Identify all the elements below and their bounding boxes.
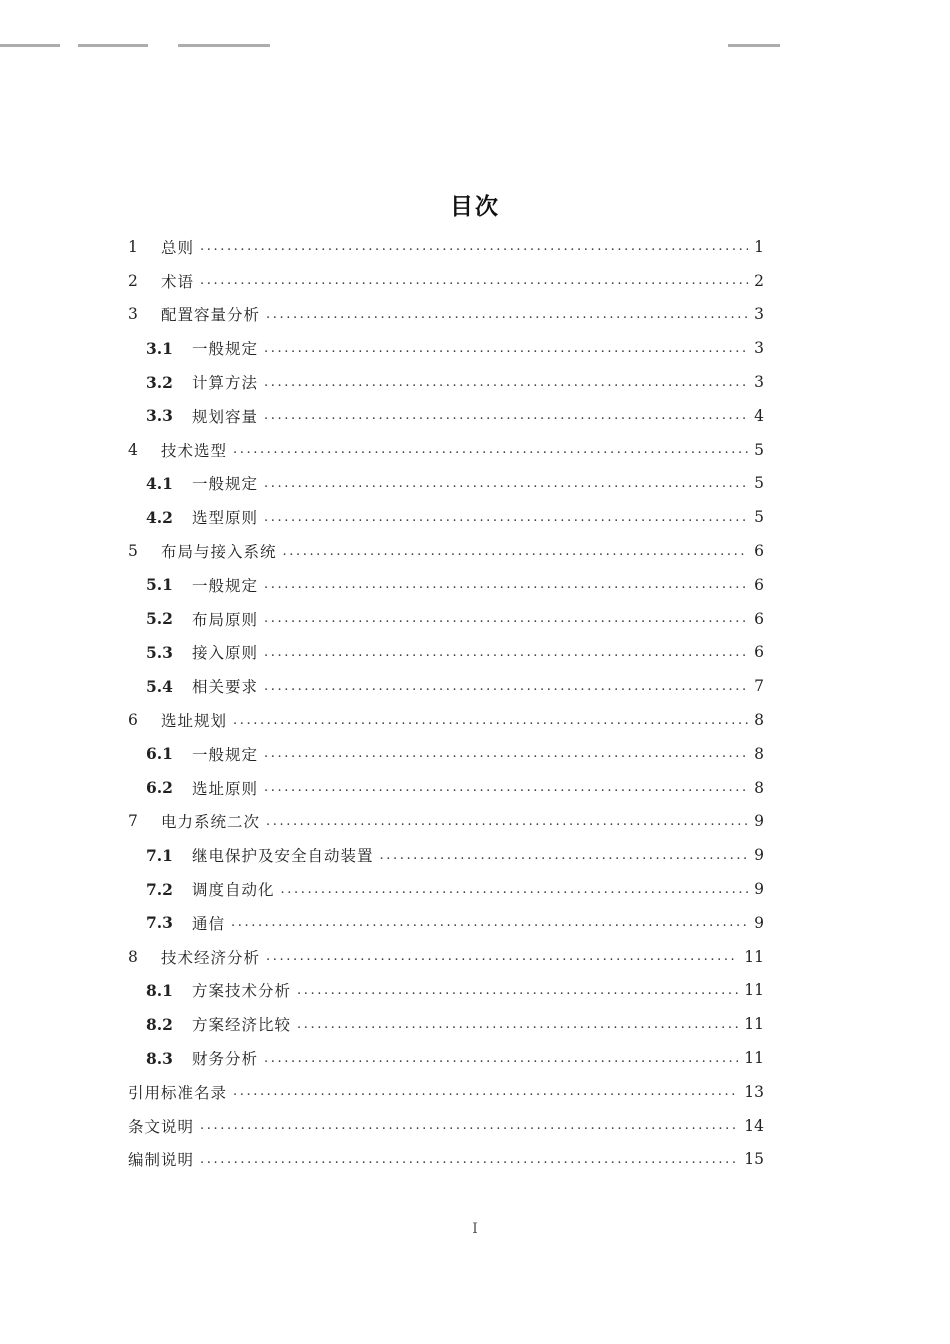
toc-entry-title: 技术选型: [161, 441, 228, 460]
toc-entry-number: 5.4: [146, 676, 173, 696]
toc-leader-dots: [264, 646, 748, 659]
toc-leader-dots: [264, 376, 748, 389]
toc-leader-dots: [264, 680, 748, 693]
toc-leader-dots: [200, 1153, 738, 1166]
toc-entry[interactable]: [128, 264, 764, 298]
toc-entry[interactable]: [128, 805, 764, 839]
toc-entry-title: 配置容量分析: [161, 306, 261, 325]
toc-entry-title: 选型原则: [192, 509, 259, 528]
toc-entry-page: 14: [744, 1116, 764, 1135]
toc-entry-number: 7.3: [146, 913, 173, 933]
toc-entry[interactable]: [128, 1007, 764, 1041]
header-mark-1: [0, 44, 60, 47]
toc-leader-dots: [264, 1052, 738, 1065]
toc-entry[interactable]: [128, 669, 764, 703]
toc-entry[interactable]: [128, 365, 764, 399]
toc-entry-page: 8: [754, 778, 764, 797]
toc-leader-dots: [266, 815, 748, 828]
toc-entry-title: 技术经济分析: [161, 948, 261, 967]
toc-entry-title: 总则: [161, 238, 195, 257]
toc-leader-dots: [266, 308, 748, 321]
page-number: I: [472, 1221, 478, 1237]
toc-entry-page: 6: [754, 575, 764, 594]
toc-entry-number: 7: [128, 812, 138, 831]
toc-leader-dots: [283, 545, 748, 558]
toc-entry[interactable]: [128, 568, 764, 602]
toc-entry-page: 9: [754, 913, 764, 932]
toc-entry[interactable]: [128, 433, 764, 467]
toc-entry-number: 3.2: [146, 372, 173, 392]
toc-entry-title: 选址原则: [192, 779, 259, 798]
toc-entry-title: 编制说明: [128, 1151, 195, 1170]
toc-entry-page: 11: [744, 1015, 764, 1034]
toc-entry-number: 2: [128, 271, 138, 290]
toc-entry-page: 8: [754, 744, 764, 763]
toc-entry-number: 4.1: [146, 473, 173, 493]
toc-entry[interactable]: [128, 602, 764, 636]
toc-entry-number: 1: [128, 237, 138, 256]
toc-entry-number: 5.3: [146, 642, 173, 662]
toc-entry-page: 11: [744, 947, 764, 966]
toc-entry-page: 3: [754, 339, 764, 358]
toc-entry[interactable]: [128, 399, 764, 433]
toc-entry-title: 继电保护及安全自动装置: [192, 847, 374, 866]
toc-entry-number: 6.2: [146, 778, 173, 798]
toc-entry-number: 3.1: [146, 338, 173, 358]
header-mark-2: [78, 44, 148, 47]
toc-entry-title: 计算方法: [192, 374, 259, 393]
toc-entry-page: 9: [754, 812, 764, 831]
toc-entry-title: 一般规定: [192, 475, 259, 494]
toc-entry-title: 一般规定: [192, 340, 259, 359]
toc-entry-title: 接入原则: [192, 644, 259, 663]
toc-leader-dots: [281, 883, 748, 896]
toc-entry-number: 4: [128, 440, 138, 459]
page-title: 目次: [450, 194, 500, 220]
toc-entry-number: 6: [128, 711, 138, 730]
toc-leader-dots: [231, 916, 748, 929]
toc-entry[interactable]: [128, 1041, 764, 1075]
toc-entry-title: 一般规定: [192, 576, 259, 595]
toc-entry-title: 术语: [161, 272, 195, 291]
toc-entry-title: 规划容量: [192, 407, 259, 426]
toc-entry-number: 8.1: [146, 980, 173, 1000]
toc-entry-page: 3: [754, 373, 764, 392]
toc-entry-page: 8: [754, 711, 764, 730]
header-mark-3: [178, 44, 270, 47]
toc-entry-page: 5: [754, 508, 764, 527]
toc-entry-number: 8.3: [146, 1048, 173, 1068]
toc-entry[interactable]: [128, 298, 764, 332]
toc-entry-title: 方案技术分析: [192, 982, 292, 1001]
toc-entry-title: 选址规划: [161, 712, 228, 731]
toc-entry-page: 5: [754, 440, 764, 459]
toc-entry-page: 11: [744, 981, 764, 1000]
toc-entry-number: 7.1: [146, 845, 173, 865]
toc-leader-dots: [380, 849, 748, 862]
toc-entry-title: 方案经济比较: [192, 1016, 292, 1035]
toc-entry-number: 5.1: [146, 575, 173, 595]
toc-entry-page: 5: [754, 474, 764, 493]
toc-entry-number: 5: [128, 542, 138, 561]
toc-entry-title: 调度自动化: [192, 881, 275, 900]
toc-entry-page: 2: [754, 271, 764, 290]
toc-entry-page: 9: [754, 846, 764, 865]
toc-entry-number: 3: [128, 305, 138, 324]
toc-entry-title: 布局原则: [192, 610, 259, 629]
toc-entry-number: 8.2: [146, 1014, 173, 1034]
toc-entry-number: 5.2: [146, 609, 173, 629]
toc-entry-title: 电力系统二次: [161, 813, 261, 832]
toc-entry[interactable]: [128, 230, 764, 264]
toc-entry-title: 布局与接入系统: [161, 543, 277, 562]
toc-leader-dots: [200, 240, 748, 253]
toc-leader-dots: [200, 1119, 738, 1132]
toc-entry[interactable]: [128, 1143, 764, 1177]
toc-entry[interactable]: [128, 331, 764, 365]
toc-entry-title: 条文说明: [128, 1117, 195, 1136]
toc-leader-dots: [297, 1018, 738, 1031]
table-of-contents: [128, 230, 764, 1176]
toc-entry-title: 引用标准名录: [128, 1083, 228, 1102]
toc-entry-page: 6: [754, 643, 764, 662]
toc-entry[interactable]: [128, 1075, 764, 1109]
toc-entry-page: 3: [754, 305, 764, 324]
toc-entry-page: 13: [744, 1082, 764, 1101]
toc-entry[interactable]: [128, 737, 764, 771]
toc-leader-dots: [264, 477, 748, 490]
toc-entry[interactable]: [128, 500, 764, 534]
toc-leader-dots: [264, 781, 748, 794]
toc-entry-page: 15: [744, 1150, 764, 1169]
toc-leader-dots: [233, 1085, 738, 1098]
toc-leader-dots: [233, 443, 748, 456]
toc-entry-title: 财务分析: [192, 1050, 259, 1069]
toc-leader-dots: [264, 747, 748, 760]
toc-entry[interactable]: [128, 467, 764, 501]
toc-leader-dots: [264, 578, 748, 591]
toc-entry-page: 11: [744, 1049, 764, 1068]
toc-leader-dots: [264, 342, 748, 355]
toc-entry-page: 6: [754, 609, 764, 628]
toc-entry-number: 8: [128, 947, 138, 966]
toc-leader-dots: [233, 714, 748, 727]
scanned-header-artifact: [0, 44, 950, 52]
toc-leader-dots: [264, 511, 748, 524]
toc-entry-page: 6: [754, 542, 764, 561]
toc-entry-title: 一般规定: [192, 745, 259, 764]
toc-entry[interactable]: [128, 974, 764, 1008]
toc-entry-number: 7.2: [146, 879, 173, 899]
toc-entry-number: 6.1: [146, 744, 173, 764]
toc-entry[interactable]: [128, 838, 764, 872]
toc-entry[interactable]: [128, 771, 764, 805]
toc-leader-dots: [200, 274, 748, 287]
toc-entry[interactable]: [128, 703, 764, 737]
toc-leader-dots: [264, 612, 748, 625]
toc-entry-page: 4: [754, 406, 764, 425]
toc-entry[interactable]: [128, 534, 764, 568]
toc-entry[interactable]: [128, 636, 764, 670]
toc-leader-dots: [266, 950, 738, 963]
toc-entry[interactable]: [128, 1109, 764, 1143]
toc-entry[interactable]: [128, 906, 764, 940]
toc-leader-dots: [297, 984, 738, 997]
toc-entry[interactable]: [128, 940, 764, 974]
toc-entry[interactable]: [128, 872, 764, 906]
toc-entry-page: 7: [754, 677, 764, 696]
toc-entry-page: 9: [754, 880, 764, 899]
toc-entry-number: 3.3: [146, 406, 173, 426]
toc-entry-page: 1: [754, 237, 764, 256]
toc-leader-dots: [264, 409, 748, 422]
toc-entry-number: 4.2: [146, 507, 173, 527]
toc-entry-title: 相关要求: [192, 678, 259, 697]
header-mark-4: [728, 44, 780, 47]
toc-entry-title: 通信: [192, 914, 226, 933]
